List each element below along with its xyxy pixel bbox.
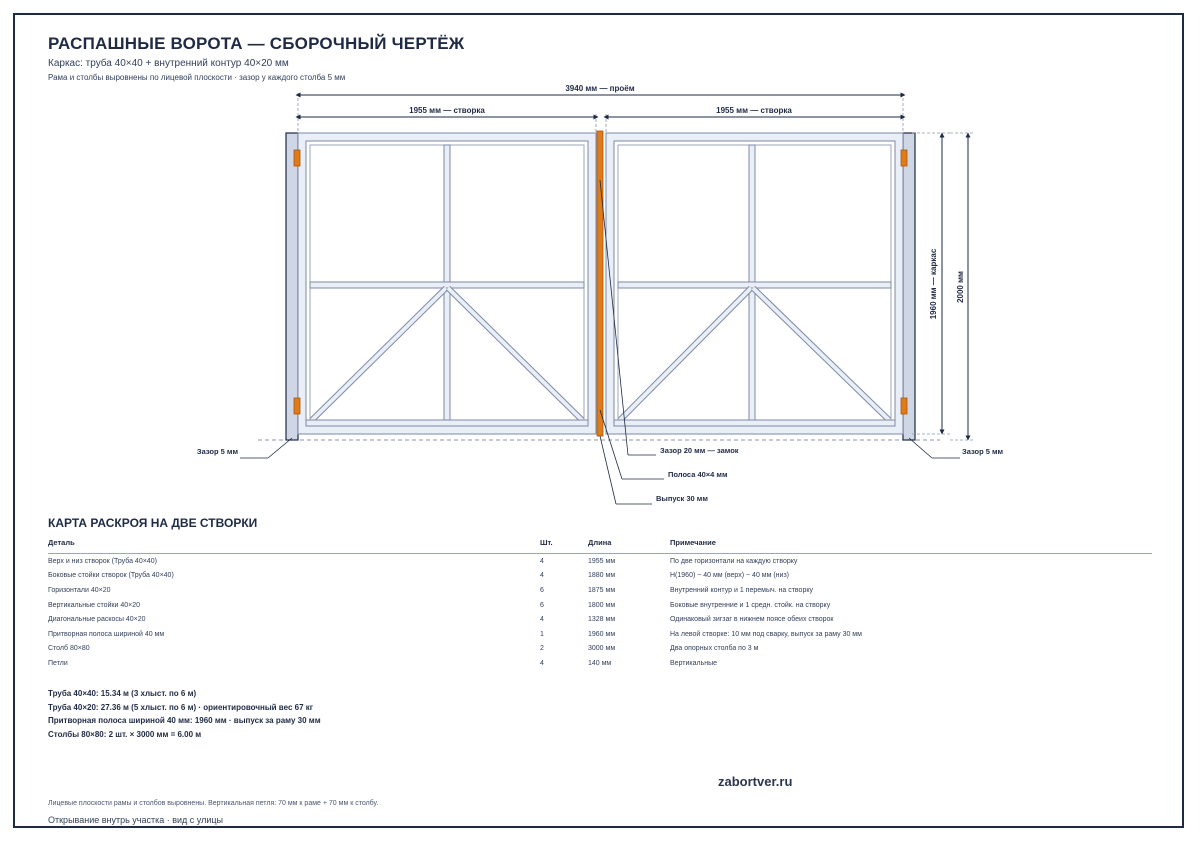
table-row — [48, 656, 1152, 671]
cell-note: Внутренний контур и 1 перемыч. на створку — [670, 586, 813, 594]
cell-part: Столб 80×80 — [48, 645, 90, 653]
cell-length: 140 мм — [588, 659, 612, 667]
right-leaf — [606, 133, 903, 434]
header-qty: Шт. — [540, 535, 588, 554]
cell-length: 1800 мм — [588, 601, 616, 609]
dimension-leaf-left — [298, 106, 596, 132]
cell-part: Горизонтали 40×20 — [48, 586, 111, 594]
gap-right-label: Зазор 5 мм — [962, 447, 1004, 456]
strip-label: Полоса 40×4 мм — [668, 470, 728, 479]
cell-note: По две горизонтали на каждую створку — [670, 557, 798, 565]
cell-qty: 6 — [540, 586, 544, 594]
frame-height-label: 1960 мм — каркас — [929, 248, 938, 320]
hinge-left-top — [294, 150, 300, 166]
footer-caption: Открывание внутрь участка · вид с улицы — [48, 815, 224, 825]
cell-length: 1955 мм — [588, 557, 616, 565]
total-strip: Притворная полоса шириной 40 мм: 1960 мм · выпуск за раму 30 мм — [48, 716, 321, 725]
right-post — [903, 133, 915, 440]
cut-table-header-row — [48, 535, 1152, 554]
cell-qty: 1 — [540, 630, 544, 638]
table-row — [48, 627, 1152, 642]
closing-strip — [597, 131, 603, 436]
cell-qty: 4 — [540, 659, 544, 667]
total-height-label: 2000 мм — [956, 271, 965, 303]
left-post — [286, 133, 298, 440]
total-pipe-40x40: Труба 40×40: 15.34 м (3 хлыст. по 6 м) — [48, 689, 197, 698]
footer-note: Лицевые плоскости рамы и столбов выровнены. Вертикальная петля: 70 мм к раме + 70 мм к столбу. — [48, 800, 379, 807]
cell-part: Вертикальные стойки 40×20 — [48, 601, 141, 609]
opening-label: 3940 мм — проём — [565, 84, 635, 93]
cell-note: Два опорных столба по 3 м — [670, 645, 759, 653]
cell-part: Боковые стойки створок (Труба 40×40) — [48, 572, 174, 580]
cell-part: Диагональные раскосы 40×20 — [48, 616, 146, 624]
cell-part: Притворная полоса шириной 40 мм — [48, 630, 165, 638]
cell-note: На левой створке: 10 мм под сварку, выпуск за раму 30 мм — [670, 630, 862, 638]
table-row — [48, 583, 1152, 598]
cell-note: Вертикальные — [670, 659, 718, 667]
cell-length: 1880 мм — [588, 572, 616, 580]
header-note: Примечание — [670, 535, 1152, 554]
subtitle-alignment: Рама и столбы выровнены по лицевой плоскости · зазор у каждого столба 5 мм — [48, 73, 346, 82]
cut-table — [48, 535, 1152, 671]
cell-qty: 4 — [540, 616, 544, 624]
material-totals — [48, 687, 321, 741]
dimension-frame-height — [912, 133, 950, 434]
cell-qty: 4 — [540, 572, 544, 580]
leaf-right-label: 1955 мм — створка — [716, 106, 792, 115]
cell-note: Боковые внутренние и 1 средн. стойк. на створку — [670, 601, 831, 609]
page-title: РАСПАШНЫЕ ВОРОТА — СБОРОЧНЫЙ ЧЕРТЁЖ — [48, 34, 465, 53]
cut-table-title: КАРТА РАСКРОЯ НА ДВЕ СТВОРКИ — [48, 516, 258, 530]
cell-note: H(1960) − 40 мм (верх) − 40 мм (низ) — [670, 572, 790, 580]
gap-left-label: Зазор 5 мм — [196, 447, 238, 456]
cell-length: 1875 мм — [588, 586, 616, 594]
hinge-left-bottom — [294, 398, 300, 414]
callout-gap-right — [909, 438, 1004, 458]
total-pipe-40x20: Труба 40×20: 27.36 м (5 хлыст. по 6 м) · ориентировочный вес 67 кг — [48, 702, 314, 712]
hinge-right-bottom — [901, 398, 907, 414]
table-row — [48, 569, 1152, 584]
dimension-leaf-right — [606, 106, 903, 132]
table-row — [48, 598, 1152, 613]
cell-length: 1328 мм — [588, 616, 616, 624]
cell-length: 3000 мм — [588, 645, 616, 653]
overhang-label: Выпуск 30 мм — [656, 494, 708, 503]
cell-qty: 6 — [540, 601, 544, 609]
cell-part: Петли — [48, 659, 68, 667]
hinge-right-top — [901, 150, 907, 166]
callout-gap-left — [197, 438, 292, 458]
dimension-opening — [298, 84, 903, 132]
left-leaf — [298, 133, 596, 434]
gap-lock-label: Зазор 20 мм — замок — [660, 446, 739, 455]
cell-part: Верх и низ створок (Труба 40×40) — [48, 557, 157, 565]
total-posts: Столбы 80×80: 2 шт. × 3000 мм = 6.00 м — [48, 729, 202, 739]
header-part: Деталь — [48, 535, 540, 554]
leaf-left-label: 1955 мм — створка — [409, 106, 485, 115]
table-row — [48, 612, 1152, 627]
table-row — [48, 554, 1152, 569]
cell-qty: 4 — [540, 557, 544, 565]
table-row — [48, 642, 1152, 657]
subtitle-frame: Каркас: труба 40×40 + внутренний контур 40×20 мм — [48, 58, 289, 69]
cell-qty: 2 — [540, 645, 544, 653]
dimension-total-height — [950, 133, 975, 440]
brand-label: zabortver.ru — [718, 774, 793, 789]
cell-note: Одинаковый зигзаг в нижнем поясе обеих створок — [670, 616, 834, 624]
header-length: Длина — [588, 535, 670, 554]
cell-length: 1960 мм — [588, 630, 616, 638]
